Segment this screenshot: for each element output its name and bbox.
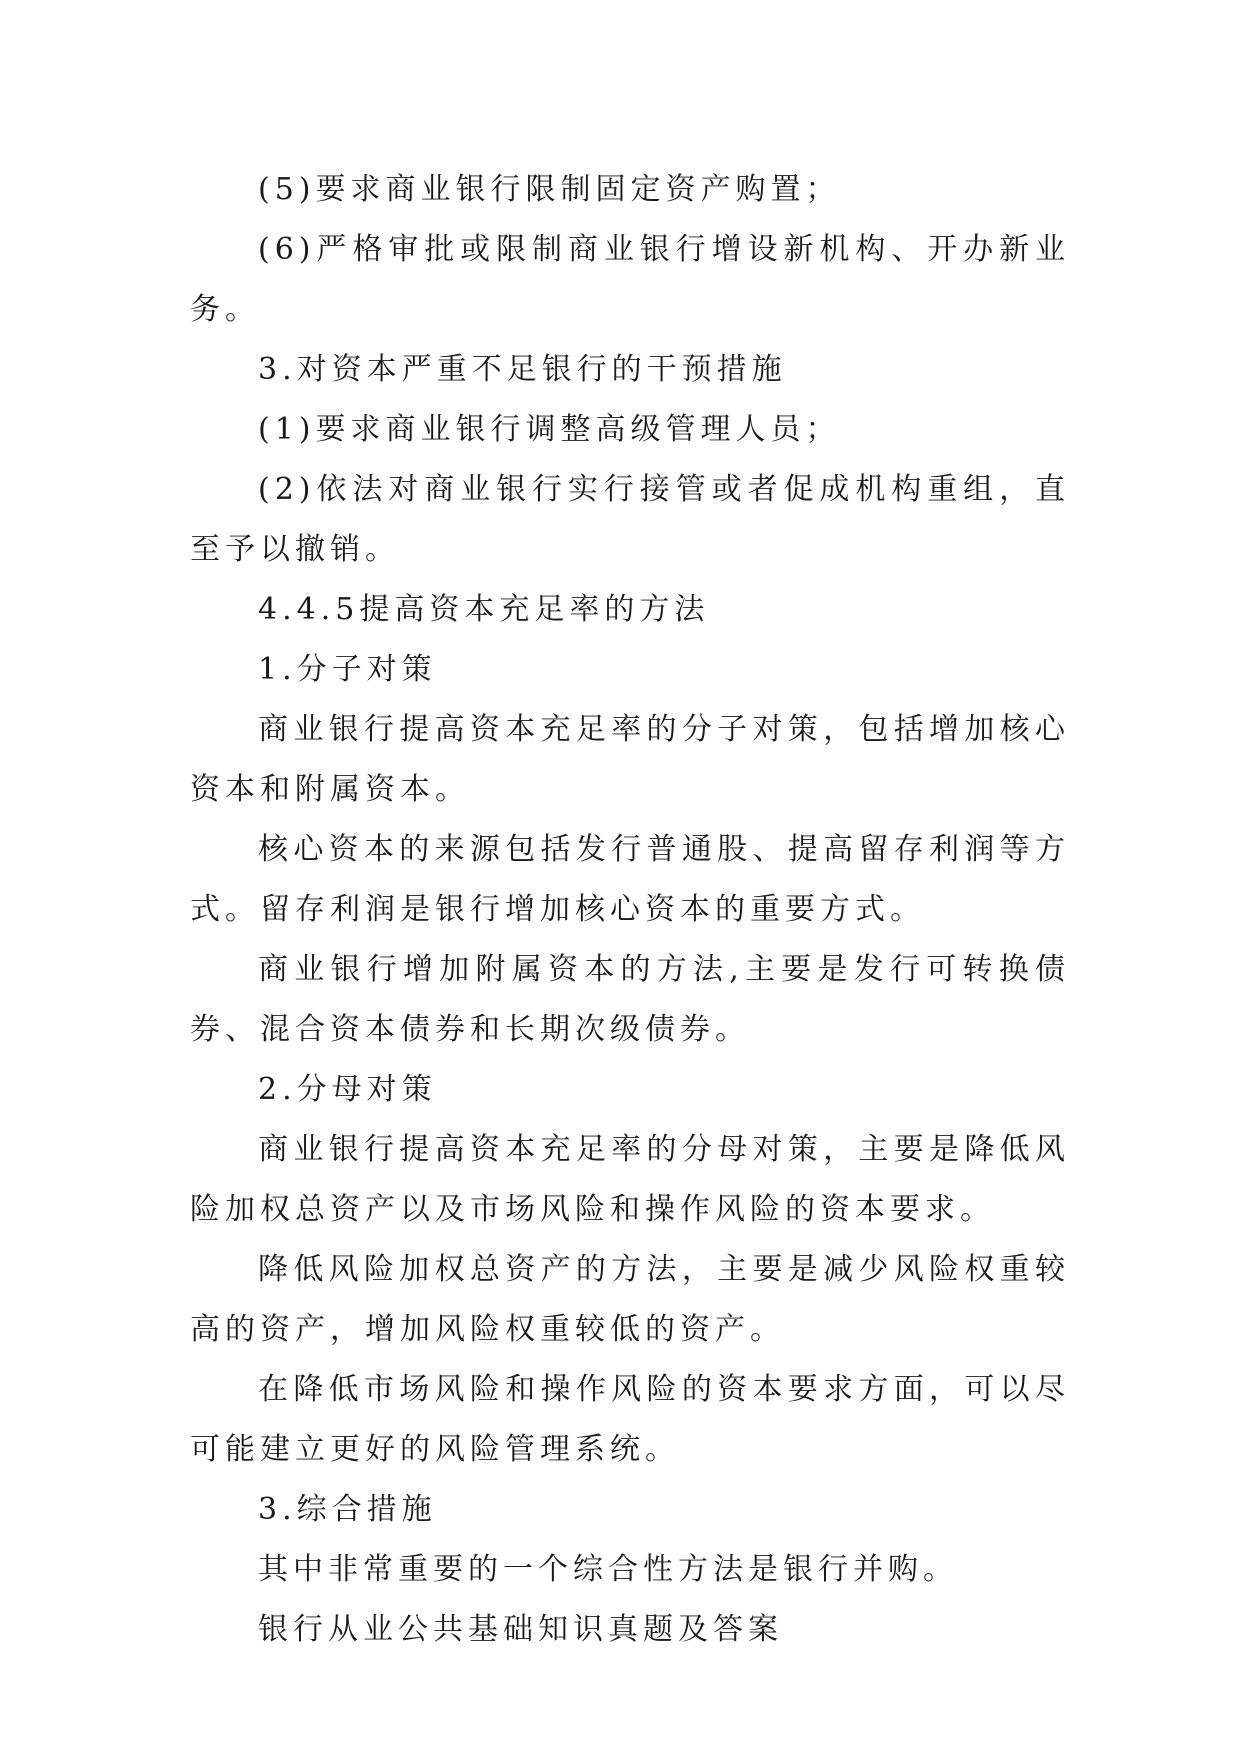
document-body xyxy=(190,160,1070,1660)
subsection-heading: 1.分子对策 xyxy=(258,652,437,687)
paragraph: 商业银行提高资本充足率的分子对策，包括增加核心资本和附属资本。 xyxy=(190,712,1070,807)
paragraph: (5)要求商业银行限制固定资产购置； xyxy=(258,172,841,207)
paragraph: 商业银行增加附属资本的方法,主要是发行可转换债券、混合资本债券和长期次级债券。 xyxy=(190,952,1070,1047)
paragraph: (1)要求商业银行调整高级管理人员； xyxy=(258,412,841,447)
section-heading: 3.对资本严重不足银行的干预措施 xyxy=(258,352,787,387)
paragraph: (2)依法对商业银行实行接管或者促成机构重组，直至予以撤销。 xyxy=(190,472,1070,567)
paragraph: (6)严格审批或限制商业银行增设新机构、开办新业务。 xyxy=(190,232,1070,327)
section-heading: 4.4.5提高资本充足率的方法 xyxy=(258,592,710,627)
subsection-heading: 3.综合措施 xyxy=(258,1492,437,1527)
subsection-heading: 2.分母对策 xyxy=(258,1072,437,1107)
paragraph: 在降低市场风险和操作风险的资本要求方面，可以尽可能建立更好的风险管理系统。 xyxy=(190,1372,1070,1467)
paragraph: 降低风险加权总资产的方法，主要是减少风险权重较高的资产，增加风险权重较低的资产。 xyxy=(190,1252,1070,1347)
paragraph: 核心资本的来源包括发行普通股、提高留存利润等方式。留存利润是银行增加核心资本的重要方式。 xyxy=(190,832,1070,927)
paragraph: 商业银行提高资本充足率的分母对策，主要是降低风险加权总资产以及市场风险和操作风险的资本要求。 xyxy=(190,1132,1070,1227)
paragraph: 银行从业公共基础知识真题及答案 xyxy=(258,1612,783,1647)
paragraph: 其中非常重要的一个综合性方法是银行并购。 xyxy=(258,1552,958,1587)
